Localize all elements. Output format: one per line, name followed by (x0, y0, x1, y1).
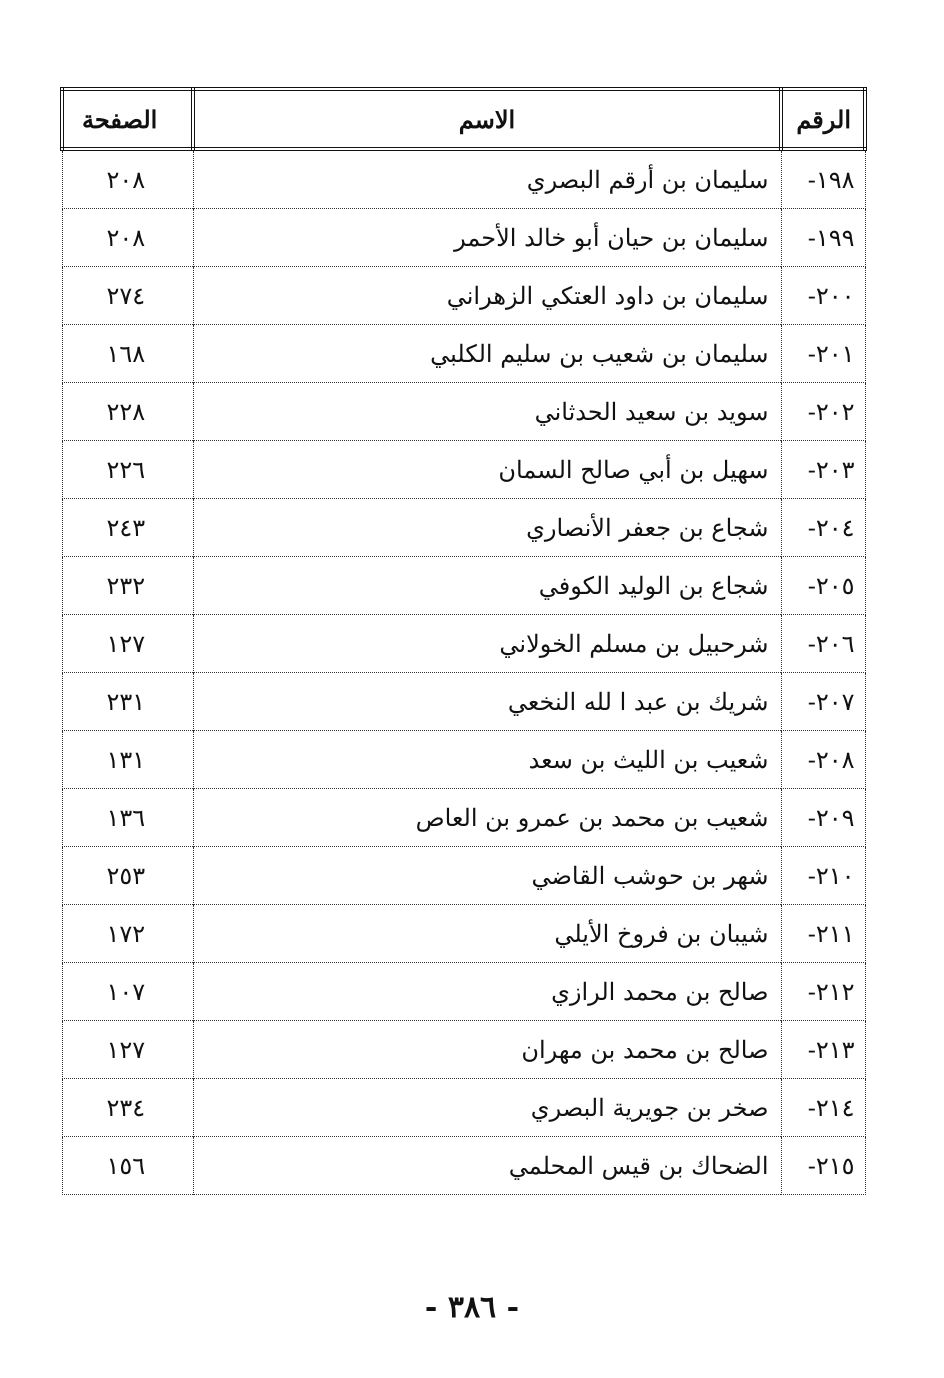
row-name: سليمان بن حيان أبو خالد الأحمر (193, 209, 781, 267)
row-page: ١٥٦ (62, 1137, 193, 1195)
table-row (62, 615, 865, 673)
table-row (62, 557, 865, 615)
row-name: شجاع بن الوليد الكوفي (193, 557, 781, 615)
row-name: الضحاك بن قيس المحلمي (193, 1137, 781, 1195)
row-page: ٢٣٤ (62, 1079, 193, 1137)
row-name: صالح بن محمد بن مهران (193, 1021, 781, 1079)
row-number: ٢١٣- (781, 1021, 865, 1079)
row-name: صخر بن جويرية البصري (193, 1079, 781, 1137)
row-page: ١٢٧ (62, 615, 193, 673)
row-name: شيبان بن فروخ الأيلي (193, 905, 781, 963)
table-row (62, 441, 865, 499)
row-number: ٢٠٨- (781, 731, 865, 789)
row-number: ٢٠٠- (781, 267, 865, 325)
row-page: ٢٣١ (62, 673, 193, 731)
row-number: ٢١٥- (781, 1137, 865, 1195)
header-name: الاسم (193, 89, 781, 149)
table-row (62, 1021, 865, 1079)
row-name: شرحبيل بن مسلم الخولاني (193, 615, 781, 673)
table-row (62, 209, 865, 267)
row-page: ١٦٨ (62, 325, 193, 383)
row-page: ٢٢٦ (62, 441, 193, 499)
table-row (62, 673, 865, 731)
row-name: سليمان بن داود العتكي الزهراني (193, 267, 781, 325)
row-page: ٢٠٨ (62, 209, 193, 267)
table-row (62, 1137, 865, 1195)
row-number: ٢١٢- (781, 963, 865, 1021)
header-page: الصفحة (62, 89, 193, 149)
header-number: الرقم (781, 89, 865, 149)
row-name: شعيب بن محمد بن عمرو بن العاص (193, 789, 781, 847)
table-row (62, 905, 865, 963)
row-number: ٢٠٤- (781, 499, 865, 557)
row-page: ٢٣٢ (62, 557, 193, 615)
row-page: ١٠٧ (62, 963, 193, 1021)
table-row (62, 267, 865, 325)
row-page: ١٣٦ (62, 789, 193, 847)
row-number: ٢٠٦- (781, 615, 865, 673)
row-page: ٢٤٣ (62, 499, 193, 557)
table-row (62, 325, 865, 383)
table-header (62, 89, 865, 149)
table-row (62, 789, 865, 847)
row-name: شريك بن عبد ا لله النخعي (193, 673, 781, 731)
table-row (62, 731, 865, 789)
table-row (62, 149, 865, 209)
row-name: سليمان بن شعيب بن سليم الكلبي (193, 325, 781, 383)
row-number: ٢٠٣- (781, 441, 865, 499)
table-row (62, 1079, 865, 1137)
row-number: ٢١٤- (781, 1079, 865, 1137)
table-row (62, 847, 865, 905)
row-number: ٢٠٩- (781, 789, 865, 847)
row-number: ٢٠٧- (781, 673, 865, 731)
row-name: سهيل بن أبي صالح السمان (193, 441, 781, 499)
row-number: ٢١١- (781, 905, 865, 963)
row-page: ٢٢٨ (62, 383, 193, 441)
row-name: سليمان بن أرقم البصري (193, 149, 781, 209)
row-name: سويد بن سعيد الحدثاني (193, 383, 781, 441)
row-number: ١٩٨- (781, 149, 865, 209)
row-page: ٢٧٤ (62, 267, 193, 325)
table-body (62, 149, 865, 1195)
index-table (60, 87, 867, 1195)
row-page: ١٢٧ (62, 1021, 193, 1079)
row-number: ٢٠١- (781, 325, 865, 383)
row-number: ٢١٠- (781, 847, 865, 905)
row-name: صالح بن محمد الرازي (193, 963, 781, 1021)
table-row (62, 499, 865, 557)
row-page: ١٣١ (62, 731, 193, 789)
row-number: ١٩٩- (781, 209, 865, 267)
table-row (62, 963, 865, 1021)
table-row (62, 383, 865, 441)
row-page: ١٧٢ (62, 905, 193, 963)
row-number: ٢٠٥- (781, 557, 865, 615)
row-name: شهر بن حوشب القاضي (193, 847, 781, 905)
row-name: شجاع بن جعفر الأنصاري (193, 499, 781, 557)
row-page: ٢٥٣ (62, 847, 193, 905)
row-name: شعيب بن الليث بن سعد (193, 731, 781, 789)
page-number: - ٣٨٦ - (424, 1290, 520, 1325)
row-number: ٢٠٢- (781, 383, 865, 441)
row-page: ٢٠٨ (62, 149, 193, 209)
